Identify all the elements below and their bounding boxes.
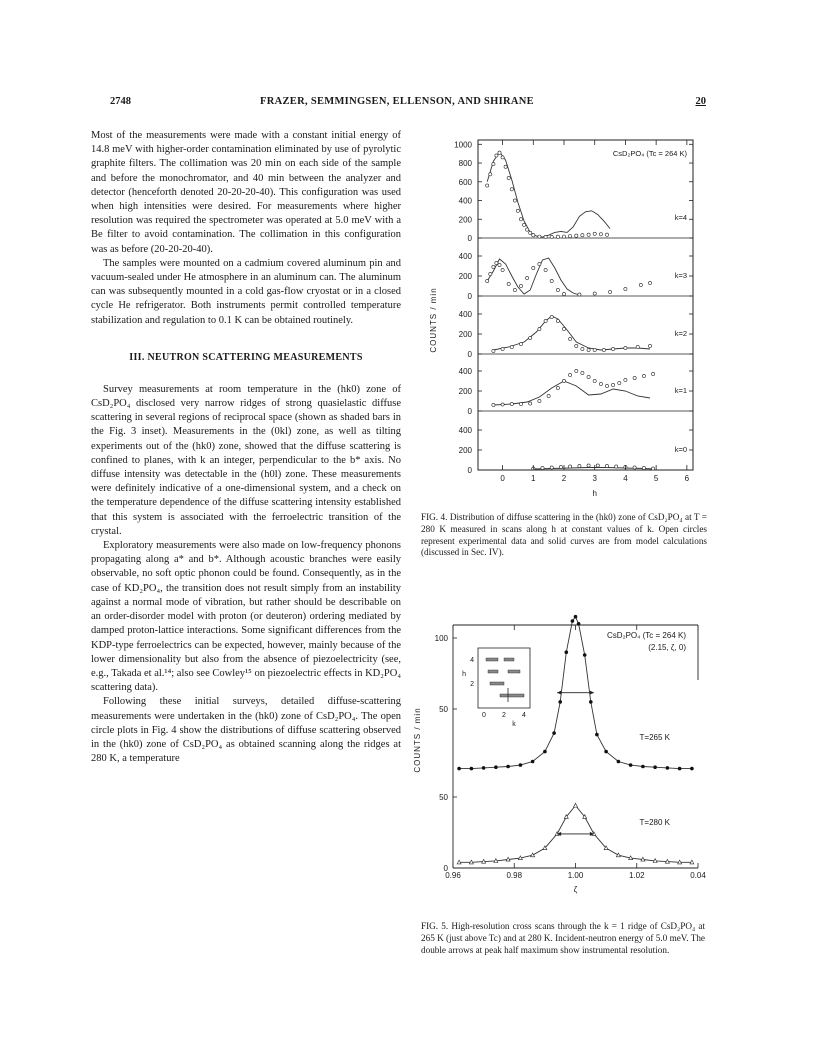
data-point [569,235,572,238]
x-tick-label: 0.96 [445,871,461,880]
data-point [562,292,565,295]
data-point [492,349,495,352]
x-tick-label: 3 [592,474,597,483]
y-tick-label: 400 [458,196,472,206]
data-point [569,337,572,340]
y-tick-label: 50 [439,705,448,714]
panel-label: k=1 [674,386,687,395]
data-point [556,235,559,238]
data-point [596,464,599,467]
data-point [501,347,504,350]
y-tick-label: 200 [458,215,472,225]
data-point [690,767,694,771]
paragraph-3: Survey measurements at room temperature in the (hk0) zone of CsD₂PO₄ disclosed very narrow ridges of strong quasielastic diffuse scattering in several regions of reciprocal space (shown as shaded bars in the Fig. 3 inset). Measurements in the (0kl) zone, as well as tilting experiments out of the (hk0) zone, showed that the diffuse scattering is confined to planes, with k an integer, perpendicular to the b* axis. No diffuse intensity was detectable in the (h0l) zone. These measurements were definitely indicative of a one-dimensional system, and a check on the temperature dependence of the diffuse scattering intensity established that this system is associated with the ferroelectric transition of the crystal. [91,383,401,537]
data-point [589,700,593,704]
data-point [495,154,498,157]
data-point [605,464,608,467]
data-point [587,233,590,236]
x-tick-label: 4 [623,474,628,483]
data-point [513,288,516,291]
chart-subtitle: (2.15, ζ, 0) [648,643,686,652]
x-tick-label: 0 [500,474,505,483]
y-tick-label: 600 [458,177,472,187]
y-tick-label: 0 [467,407,472,416]
data-point [519,284,522,287]
data-point [529,231,532,234]
chart-title: CsD₂PO₄ (Tc = 264 K) [606,631,686,640]
data-point [556,319,559,322]
data-point [618,381,621,384]
page-number: 2748 [110,96,131,107]
data-point [583,653,587,657]
figure-5 [408,620,708,900]
data-point [544,268,547,271]
data-point [648,344,651,347]
y-tick-label: 0 [467,234,472,243]
data-point [538,235,541,238]
data-point [612,347,615,350]
data-point [544,235,547,238]
data-point [581,347,584,350]
series-label-265: T=265 K [639,733,670,742]
data-point [492,403,495,406]
data-point [599,233,602,236]
data-point [642,466,645,469]
y-tick-label: 200 [458,272,472,281]
y-tick-label: 800 [458,159,472,169]
data-point [504,165,507,168]
y-tick-label: 400 [458,426,472,435]
x-tick-label: 1 [531,474,536,483]
data-point [612,383,615,386]
arrow-head-right [590,691,594,695]
data-point [507,176,510,179]
data-point [569,465,572,468]
data-point [506,765,510,769]
inset-x-tick: 2 [502,712,506,719]
panel-label: k=2 [674,329,687,338]
data-point [498,151,501,154]
y-tick-label: 200 [458,330,472,339]
data-point [642,374,645,377]
figure-4 [408,130,708,498]
data-point [652,467,655,470]
data-point [629,763,633,767]
data-point [495,261,498,264]
data-point [558,700,562,704]
data-point [578,464,581,467]
y-tick-label: 0 [467,292,472,301]
data-point [593,292,596,295]
y-tick-label: 100 [434,634,448,643]
data-point [559,465,562,468]
data-point [556,386,559,389]
data-point [587,464,590,467]
panel-label: k=0 [674,445,687,454]
y-tick-label: 0 [467,350,472,359]
data-point [550,235,553,238]
data-point [531,760,535,764]
x-tick-label: 1.00 [567,871,584,880]
data-point [587,348,590,351]
data-point [581,371,584,374]
data-point [526,276,529,279]
data-point [577,622,581,626]
data-point [489,173,492,176]
data-point [639,283,642,286]
data-point [633,376,636,379]
data-point [510,345,513,348]
data-point [633,466,636,469]
data-point [581,234,584,237]
data-point [529,336,532,339]
y-tick-label: 200 [458,387,472,396]
x-tick-label: 0.04 [690,871,706,880]
x-axis-label: ζ [573,885,578,894]
data-point [666,766,670,770]
data-point [602,348,605,351]
data-point [532,234,535,237]
data-point [593,232,596,235]
model-curve [493,316,650,350]
data-point [538,399,541,402]
x-axis-label: h [592,489,597,498]
data-point [575,234,578,237]
data-point [565,650,569,654]
data-point [648,281,651,284]
data-point [529,402,532,405]
data-point [575,369,578,372]
data-point [624,346,627,349]
x-tick-label: 6 [684,474,690,483]
data-point [494,765,498,769]
y-tick-label: 0 [443,864,448,873]
inset-bar [508,670,520,673]
y-tick-label: 200 [458,446,472,455]
data-point [538,327,541,330]
data-point [489,272,492,275]
inset-bar [488,670,498,673]
model-curve [487,152,610,237]
figure-4-chart [408,130,708,498]
data-point [526,228,529,231]
data-point [593,379,596,382]
data-point [641,765,645,769]
data-point [544,319,547,322]
data-point [599,382,602,385]
left-column [91,129,401,766]
paragraph-2: The samples were mounted on a cadmium covered aluminum pin and vacuum-sealed under He atmosphere in an aluminum can. The aluminum can was subsequently mounted in a cold gas-flow cryostat or in a closed cycle He refrigerator. Both instruments permit controlled temperature stabilization and regulation to 0.1 K can be obtained routinely. [91,257,401,326]
section-title: III. NEUTRON SCATTERING MEASUREMENTS [129,351,363,363]
data-point [574,615,578,619]
data-point [595,733,599,737]
data-point [605,384,608,387]
inset-frame [478,648,530,708]
model-curve [487,258,579,295]
y-tick-label: 50 [439,793,448,802]
data-point [556,288,559,291]
data-point [624,378,627,381]
data-point [513,199,516,202]
data-point [604,750,608,754]
inset-x-label: k [512,721,516,728]
inset-bar [500,694,524,697]
x-tick-label: 0.98 [506,871,523,880]
data-point [492,265,495,268]
data-point [531,853,535,857]
data-point [562,235,565,238]
x-tick-label: 5 [653,474,659,483]
data-point [470,767,474,771]
panel-label: k=4 [674,213,687,222]
data-point [516,209,519,212]
panel-label: k=3 [674,271,687,280]
data-point [550,315,553,318]
inset-bar [490,682,504,685]
y-tick-label: 400 [458,310,472,319]
data-point [510,188,513,191]
data-point [562,327,565,330]
data-point [605,233,608,236]
data-point [498,263,501,266]
data-point [624,287,627,290]
y-axis-label: COUNTS / min [413,707,422,773]
data-point [482,766,486,770]
data-point [501,156,504,159]
inset-x-tick: 4 [522,712,526,719]
running-authors: FRAZER, SEMMINGSEN, ELLENSON, AND SHIRANE [260,96,534,107]
figure-5-caption: FIG. 5. High-resolution cross scans through the k = 1 ridge of CsD₂PO₄ at 265 K (just above Tc) and at 280 K. Incident-neutron energy of 5.0 meV. The double arrows at peak half maximum show instrumental resolution. [421,921,705,955]
figure-4-caption: FIG. 4. Distribution of diffuse scattering in the (hk0) zone of CsD₂PO₄ at T = 280 K measured in scans along h at constant values of k. Open circles represent experimental data and solid curves are from model calculations (discussed in Sec. IV). [421,512,707,558]
data-point [587,375,590,378]
data-point [609,290,612,293]
volume-number: 20 [695,96,706,107]
figure-5-chart [408,620,708,900]
data-point [501,403,504,406]
model-curve [493,381,650,405]
data-point [519,763,523,767]
data-point [616,853,620,857]
data-point [578,293,581,296]
data-point [492,162,495,165]
inset-y-tick: 2 [470,681,474,688]
y-tick-label: 0 [467,466,472,475]
data-point [678,767,682,771]
data-point [636,345,639,348]
data-point [543,750,547,754]
data-point [652,372,655,375]
page-header [110,96,706,112]
data-point [510,402,513,405]
data-point [507,282,510,285]
data-point [457,767,461,771]
y-tick-label: 400 [458,367,472,376]
data-point [615,465,618,468]
paragraph-1: Most of the measurements were made with a constant initial energy of 14.8 meV with higher-order contamination eliminated by use of pyrolytic graphite filters. The collimation was 20 min on each side of the sample and before the monochromator, and 40 min between the analyzer and detector (henceforth denoted 20-20-20-40). This configuration was used when high intensities were desired. For measurements where higher resolution was required the spectrometer was operated at 5.0 meV with a Be filter to avoid contamination. The collimation in this configuration was as before (20-20-20-40). [91,130,401,255]
data-point [486,184,489,187]
inset-bar [504,658,514,661]
data-point [519,402,522,405]
data-point [538,262,541,265]
y-tick-label: 1000 [454,140,472,150]
arrow-head-left [557,691,561,695]
data-point [569,373,572,376]
chart-title: CsD₂PO₄ (Tc = 264 K) [612,149,687,158]
paragraph-5: Following these initial surveys, detailed diffuse-scattering measurements were undertaken in the (hk0) zone of CsD₂PO₄. The open circle plots in Fig. 4 show the distributions of diffuse scattering observed in the (hk0) zone of CsD₂PO₄ as obtained scanning along the ridges at 280 K, a temperature [91,696,401,765]
data-point [532,266,535,269]
inset-y-tick: 4 [470,657,474,664]
paragraph-4: Exploratory measurements were also made on low-frequency phonons propagating along a* and b*. Although acoustic branches were easily observable, no soft optic phonon could be found. Consequently, as in the case of KD₂PO₄, the transition does not result simply from an instability against a normal mode of vibration, but rather should be describable on an order-disorder model with proton (or deuteron) ordering mediated by damped proton-lattice interactions. Some significant differences from the KDP-type ferroelectrics can be expected, however, mainly because of the lower dimensionality but also from the absence of piezoelectricity (see, e.g., Takada et al.¹⁴; also see Cowley¹⁵ on piezoelectric effects in KD₂PO₄ scattering data). [91,540,401,694]
data-point [571,619,575,623]
y-axis-label: COUNTS / min [429,287,438,353]
inset-y-label: h [462,671,466,678]
data-point [653,765,657,769]
data-point [547,394,550,397]
data-point [617,760,621,764]
data-point [574,803,578,807]
x-tick-label: 2 [561,474,567,483]
data-point [501,268,504,271]
inset-x-tick: 0 [482,712,486,719]
data-point [550,279,553,282]
data-point [593,348,596,351]
y-tick-label: 400 [458,252,472,261]
x-tick-label: 1.02 [628,871,645,880]
data-point [523,223,526,226]
data-point [519,218,522,221]
data-point [519,342,522,345]
series-label-280: T=280 K [639,818,670,827]
data-point [575,344,578,347]
inset-bar [486,658,498,661]
data-point [562,379,565,382]
data-point [550,466,553,469]
data-point [541,466,544,469]
data-point [486,279,489,282]
data-point [552,731,556,735]
